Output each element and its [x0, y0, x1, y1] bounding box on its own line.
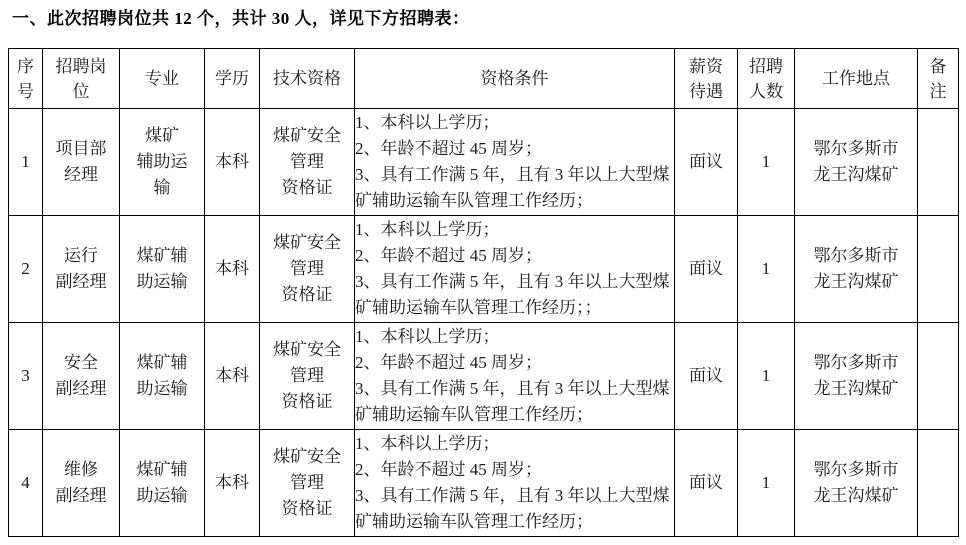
- text-line: 1、本科以上学历；: [355, 327, 500, 346]
- cell-location: [795, 216, 918, 323]
- header-cell-remarks: [918, 49, 959, 109]
- text-line: 3、具有工作满 5 年，且有 3 年以上大型煤矿辅助运输车队管理工作经历；；: [355, 272, 670, 317]
- header-cell-tech-cert: 技术资格: [260, 49, 355, 109]
- text-line: 龙王沟煤矿: [813, 379, 899, 398]
- header-cell-qualifications: 资格条件: [355, 49, 675, 109]
- cell-index: 2: [9, 216, 43, 323]
- text-line: 助运输: [136, 379, 188, 398]
- text-line: 煤矿: [145, 126, 179, 145]
- cell-qualifications: [355, 430, 675, 537]
- text-line: 管理: [290, 259, 324, 278]
- text-line: 资格证: [281, 285, 333, 304]
- text-line: 龙王沟煤矿: [813, 486, 899, 505]
- cell-remarks: [918, 216, 959, 323]
- cell-headcount: 1: [738, 430, 795, 537]
- text-line: 1、本科以上学历；: [355, 113, 500, 132]
- text-line: 2、年龄不超过 45 周岁；: [355, 246, 542, 265]
- header-cell-position: [43, 49, 120, 109]
- text-line: 2、年龄不超过 45 周岁；: [355, 353, 542, 372]
- cell-major: [120, 430, 205, 537]
- text-line: 煤矿辅: [136, 353, 188, 372]
- cell-remarks: [918, 323, 959, 430]
- cell-tech-cert: [260, 430, 355, 537]
- cell-index: 4: [9, 430, 43, 537]
- cell-headcount: 1: [738, 216, 795, 323]
- cell-index: 3: [9, 323, 43, 430]
- table-row: [9, 109, 959, 216]
- cell-qualifications: [355, 109, 675, 216]
- header-cell-education: 学历: [205, 49, 260, 109]
- cell-education: 本科: [205, 323, 260, 430]
- cell-location: [795, 323, 918, 430]
- text-line: 注: [929, 81, 947, 101]
- text-line: 副经理: [55, 272, 107, 291]
- text-line: 薪资: [689, 56, 723, 76]
- cell-salary: 面议: [675, 430, 738, 537]
- text-line: 位: [72, 81, 90, 101]
- text-line: 待遇: [689, 81, 723, 101]
- text-line: 序: [17, 56, 34, 76]
- cell-major: [120, 323, 205, 430]
- text-line: 3、具有工作满 5 年，且有 3 年以上大型煤矿辅助运输车队管理工作经历；: [355, 486, 670, 531]
- text-line: 管理: [290, 152, 324, 171]
- table-row: [9, 216, 959, 323]
- text-line: 运行: [64, 246, 98, 265]
- text-line: 助运输: [136, 486, 188, 505]
- cell-position: [43, 430, 120, 537]
- text-line: 1、本科以上学历；: [355, 434, 500, 453]
- cell-education: 本科: [205, 109, 260, 216]
- text-line: 经理: [64, 165, 98, 184]
- cell-position: [43, 323, 120, 430]
- header-cell-location: 工作地点: [795, 49, 918, 109]
- cell-position: [43, 109, 120, 216]
- text-line: 人数: [749, 81, 783, 101]
- text-line: 2、年龄不超过 45 周岁；: [355, 139, 542, 158]
- text-line: 龙王沟煤矿: [813, 272, 899, 291]
- text-line: 助运输: [136, 272, 188, 291]
- cell-salary: 面议: [675, 216, 738, 323]
- cell-tech-cert: [260, 323, 355, 430]
- text-line: 资格证: [281, 392, 333, 411]
- text-line: 辅助运: [136, 152, 188, 171]
- cell-location: [795, 430, 918, 537]
- cell-location: [795, 109, 918, 216]
- header-cell-headcount: [738, 49, 795, 109]
- header-cell-salary: [675, 49, 738, 109]
- text-line: 煤矿安全: [273, 126, 341, 145]
- text-line: 鄂尔多斯市: [813, 460, 899, 479]
- text-line: 3、具有工作满 5 年，且有 3 年以上大型煤矿辅助运输车队管理工作经历；: [355, 165, 670, 210]
- table-row: [9, 323, 959, 430]
- text-line: 项目部: [55, 139, 107, 158]
- text-line: 输: [153, 178, 171, 197]
- text-line: 资格证: [281, 499, 333, 518]
- cell-major: [120, 109, 205, 216]
- text-line: 管理: [290, 366, 324, 385]
- cell-salary: 面议: [675, 109, 738, 216]
- text-line: 副经理: [55, 486, 107, 505]
- text-line: 鄂尔多斯市: [813, 246, 899, 265]
- cell-remarks: [918, 430, 959, 537]
- text-line: 煤矿安全: [273, 340, 341, 359]
- cell-qualifications: [355, 323, 675, 430]
- cell-education: 本科: [205, 430, 260, 537]
- text-line: 备: [929, 56, 947, 76]
- table-row: [9, 430, 959, 537]
- page-title: 一、此次招聘岗位共 12 个，共计 30 人，详见下方招聘表：: [12, 9, 470, 28]
- cell-education: 本科: [205, 216, 260, 323]
- text-line: 鄂尔多斯市: [813, 139, 899, 158]
- text-line: 煤矿辅: [136, 246, 188, 265]
- cell-major: [120, 216, 205, 323]
- text-line: 安全: [64, 353, 98, 372]
- text-line: 煤矿安全: [273, 233, 341, 252]
- cell-headcount: 1: [738, 109, 795, 216]
- cell-remarks: [918, 109, 959, 216]
- text-line: 2、年龄不超过 45 周岁；: [355, 460, 542, 479]
- text-line: 1、本科以上学历；: [355, 220, 500, 239]
- header-row: [9, 49, 959, 109]
- text-line: 招聘: [749, 56, 783, 76]
- text-line: 号: [17, 81, 34, 101]
- header-cell-index: [9, 49, 43, 109]
- text-line: 龙王沟煤矿: [813, 165, 899, 184]
- text-line: 副经理: [55, 379, 107, 398]
- cell-index: 1: [9, 109, 43, 216]
- cell-tech-cert: [260, 109, 355, 216]
- text-line: 管理: [290, 473, 324, 492]
- cell-salary: 面议: [675, 323, 738, 430]
- cell-qualifications: [355, 216, 675, 323]
- text-line: 煤矿辅: [136, 460, 188, 479]
- cell-position: [43, 216, 120, 323]
- cell-tech-cert: [260, 216, 355, 323]
- header-cell-major: 专业: [120, 49, 205, 109]
- text-line: 煤矿安全: [273, 447, 341, 466]
- text-line: 招聘岗: [55, 56, 107, 76]
- text-line: 3、具有工作满 5 年，且有 3 年以上大型煤矿辅助运输车队管理工作经历；: [355, 379, 670, 424]
- text-line: 资格证: [281, 178, 333, 197]
- cell-headcount: 1: [738, 323, 795, 430]
- recruitment-table: [8, 48, 959, 537]
- text-line: 维修: [64, 460, 98, 479]
- text-line: 鄂尔多斯市: [813, 353, 899, 372]
